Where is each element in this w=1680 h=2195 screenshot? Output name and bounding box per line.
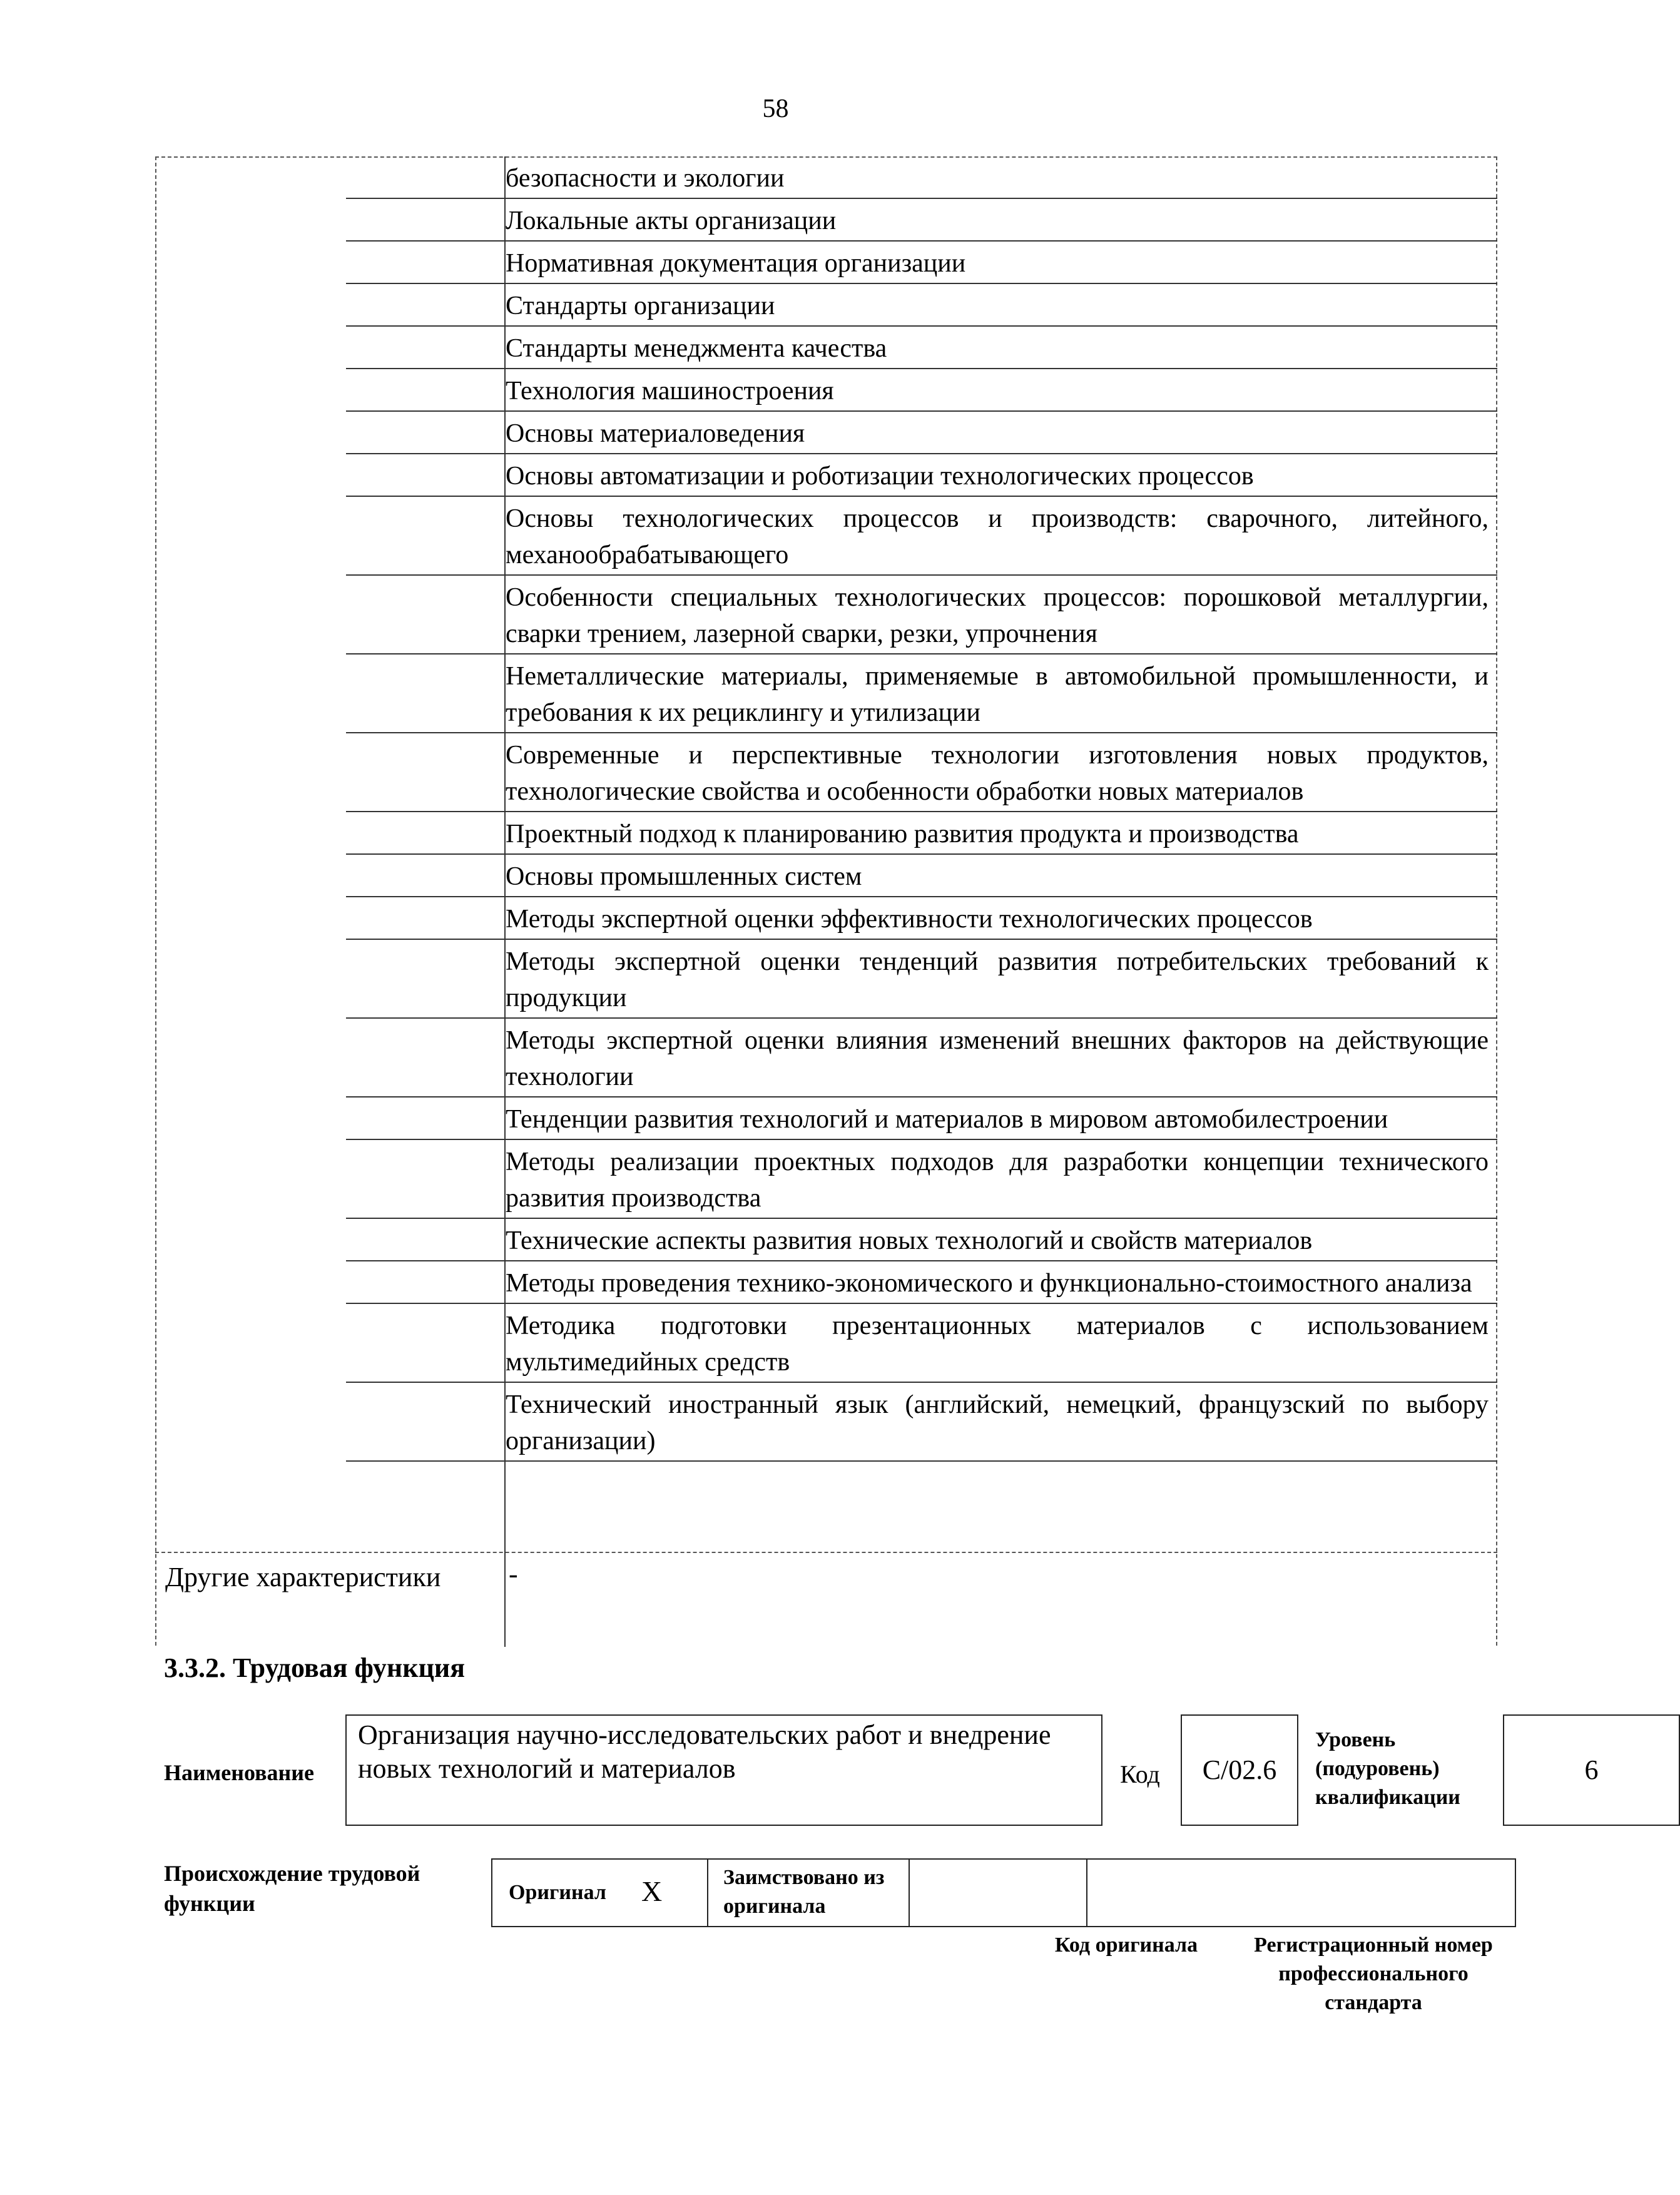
knowledge-item-text: Тенденции развития технологий и материалов в мировом автомобилестроении xyxy=(506,1105,1388,1134)
other-characteristics-value: - xyxy=(509,1559,518,1589)
knowledge-item-text: Особенности специальных технологических процессов: порошковой металлургии, сварки трением, лазерной сварки, резки, упрочнения xyxy=(506,583,1489,648)
knowledge-item xyxy=(346,1304,1497,1383)
knowledge-item xyxy=(346,654,1497,733)
origin-original-cell xyxy=(492,1860,708,1926)
knowledge-item-text: Методы экспертной оценки эффективности технологических процессов xyxy=(506,905,1313,934)
knowledge-item-text: Основы автоматизации и роботизации технологических процессов xyxy=(506,462,1254,491)
origin-label: Происхождение трудовой функции xyxy=(164,1861,420,1916)
knowledge-item xyxy=(346,369,1497,412)
knowledge-item xyxy=(346,284,1497,327)
knowledge-table xyxy=(155,156,1497,1646)
knowledge-item xyxy=(346,1261,1497,1304)
knowledge-item xyxy=(346,327,1497,369)
knowledge-item xyxy=(346,454,1497,497)
column-divider xyxy=(504,1553,506,1647)
knowledge-item xyxy=(346,1098,1497,1140)
knowledge-item-text: Основы промышленных систем xyxy=(506,862,862,891)
knowledge-item xyxy=(346,497,1497,576)
knowledge-item-text: Проектный подход к планированию развития продукта и производства xyxy=(506,820,1299,848)
original-mark: X xyxy=(641,1875,663,1907)
knowledge-item-text: Неметаллические материалы, применяемые в автомобильной промышленности, и требования к их рециклингу и утилизации xyxy=(506,662,1489,727)
qualification-level-value: 6 xyxy=(1503,1714,1680,1826)
knowledge-item xyxy=(346,855,1497,897)
knowledge-item-text: Методика подготовки презентационных материалов с использованием мультимедийных средств xyxy=(506,1311,1489,1377)
code-label: Код xyxy=(1120,1760,1160,1788)
section-title: 3.3.2. Трудовая функция xyxy=(164,1653,466,1683)
qualification-level-text: Уровень (подуровень) квалификации xyxy=(1315,1728,1460,1809)
origin-code-cell xyxy=(910,1860,1087,1926)
knowledge-item-text: Методы экспертной оценки влияния изменений внешних факторов на действующие технологии xyxy=(506,1026,1489,1091)
knowledge-item xyxy=(346,733,1497,812)
knowledge-item-text: Методы экспертной оценки тенденций развития потребительских требований к продукции xyxy=(506,947,1489,1012)
knowledge-item-text: Нормативная документация организации xyxy=(506,249,966,278)
knowledge-item-text: Методы проведения технико-экономического и функционально-стоимостного анализа xyxy=(506,1269,1472,1298)
knowledge-item-text: Стандарты менеджмента качества xyxy=(506,334,887,363)
knowledge-item-text: Технический иностранный язык (английский, немецкий, французский по выбору организации) xyxy=(506,1390,1489,1455)
code-caption: Код оригинала xyxy=(1054,1933,1198,1957)
knowledge-item-text: Технология машиностроения xyxy=(506,377,834,405)
knowledge-item-text: Стандарты организации xyxy=(506,292,775,320)
origin-table xyxy=(491,1858,1516,1927)
other-characteristics-label: Другие характеристики xyxy=(165,1562,441,1592)
qualification-level-label xyxy=(1315,1726,1497,1812)
other-characteristics-row xyxy=(155,1552,1497,1647)
code-value: С/02.6 xyxy=(1181,1714,1298,1826)
labor-function-row xyxy=(164,1714,1599,1827)
knowledge-item xyxy=(346,156,1497,199)
knowledge-item xyxy=(346,1140,1497,1219)
knowledge-item-text: безопасности и экологии xyxy=(506,164,785,193)
knowledge-item-text: Локальные акты организации xyxy=(506,206,837,235)
knowledge-item xyxy=(346,940,1497,1019)
knowledge-item xyxy=(346,199,1497,242)
registration-caption: Регистрационный номер профессионального стандарта xyxy=(1254,1933,1493,2014)
knowledge-list xyxy=(506,156,1497,1462)
borrowed-label: Заимствовано из оригинала xyxy=(723,1866,885,1918)
knowledge-item xyxy=(346,242,1497,284)
knowledge-item-text: Современные и перспективные технологии изготовления новых продуктов, технологические свойства и особенности обработки новых материалов xyxy=(506,741,1489,806)
origin-registration-cell xyxy=(1087,1860,1515,1926)
knowledge-item xyxy=(346,412,1497,454)
original-label: Оригинал xyxy=(509,1881,606,1904)
knowledge-item-text: Основы технологических процессов и производств: сварочного, литейного, механообрабатывающего xyxy=(506,504,1489,569)
name-value: Организация научно-исследовательских работ и внедрение новых технологий и материалов xyxy=(345,1714,1102,1826)
knowledge-item xyxy=(346,1019,1497,1098)
knowledge-item xyxy=(346,897,1497,940)
knowledge-item xyxy=(346,576,1497,654)
knowledge-item xyxy=(346,1383,1497,1462)
knowledge-item xyxy=(346,812,1497,855)
knowledge-item-text: Основы материаловедения xyxy=(506,419,805,448)
knowledge-item xyxy=(346,1219,1497,1261)
origin-borrowed-cell xyxy=(708,1860,910,1926)
name-label: Наименование xyxy=(164,1760,314,1785)
knowledge-item-text: Методы реализации проектных подходов для разработки концепции технического развития производства xyxy=(506,1148,1489,1213)
page-number: 58 xyxy=(762,94,789,123)
knowledge-item-text: Технические аспекты развития новых технологий и свойств материалов xyxy=(506,1226,1313,1255)
